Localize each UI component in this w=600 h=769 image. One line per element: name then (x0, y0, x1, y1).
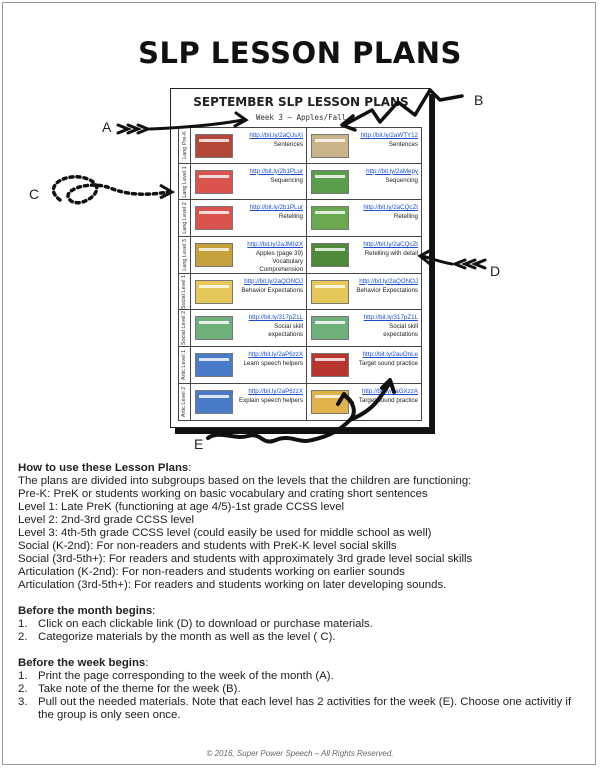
activity-description: Behavior Expectations (241, 286, 303, 294)
level-description: Level 3: 4th-5th grade CCSS level (could easily be used for middle school as well) (18, 527, 432, 539)
step-number: 2. (18, 683, 28, 695)
arrow-a (118, 113, 246, 133)
activity-description: Retelling (393, 213, 418, 221)
activity-link[interactable]: http://bit.ly/2b1PLur (249, 204, 303, 212)
row-level-text: Lang Level 1 (181, 165, 188, 198)
activity-description: Sequencing (385, 176, 418, 184)
activity-description: Learn speech helpers (243, 360, 303, 368)
annotation-e: E (194, 436, 204, 452)
row-level-text: Lang Pre-K (181, 131, 188, 160)
arrow-c (53, 177, 168, 203)
step-text: Take note of the theme for the week (B). (38, 683, 241, 695)
before-month-colon: : (152, 605, 156, 617)
step-item (18, 683, 588, 696)
activity-link[interactable]: http://bit.ly/2aP6zzX (248, 387, 303, 395)
level-description: Pre-K: PreK or students working on basic vocabulary and crating short sentences (18, 488, 428, 500)
activity-link[interactable]: http://bit.ly/2aJMbzX (247, 241, 303, 249)
activity-link[interactable]: http://bit.ly/317pZ1L (248, 314, 303, 322)
step-number: 3. (18, 696, 28, 708)
activity-description: Sentences (388, 141, 418, 148)
before-month-list (18, 618, 588, 644)
step-item (18, 618, 588, 631)
activity-link[interactable]: http://bit.ly/2aMepy (366, 167, 418, 175)
row-level-text: Lang Level 2 (181, 202, 188, 234)
activity-description: Target sound practice (358, 360, 418, 368)
step-number: 1. (18, 618, 28, 630)
activity-link[interactable]: http://bit.ly/2aWTY12 (360, 132, 418, 139)
row-level-text: Artic Level 2 (181, 386, 188, 417)
step-number: 1. (18, 670, 28, 682)
step-text: Print the page corresponding to the week of the month (A). (38, 670, 334, 682)
activity-description: Sequencing (270, 176, 303, 184)
row-level-text: Social Level 1 (181, 274, 188, 309)
level-description: Social (K-2nd): For non-readers and students with PreK-K level social skills (18, 540, 397, 552)
activity-description: Target sound practice (358, 396, 418, 404)
activity-description: Apples (page 39) Vocabulary Comprehension (255, 250, 303, 274)
activity-description: Explain speech helpers (239, 396, 303, 404)
page-title: SLP LESSON PLANS (138, 36, 462, 70)
activity-link[interactable]: http://bit.ly/2aQONOJ (359, 277, 418, 285)
activity-link[interactable]: http://bit.ly/2aCQcZt (363, 241, 418, 249)
step-number: 2. (18, 631, 28, 643)
level-description: Level 2: 2nd-3rd grade CCSS level (18, 514, 195, 526)
activity-link[interactable]: http://bit.ly/2aQJsXI (249, 132, 303, 139)
copyright-footer: © 2016, Super Power Speech – All Rights Reserved. (206, 749, 394, 758)
sheet-week-theme: Week 3 – Apples/Fall (255, 113, 347, 122)
activity-link[interactable]: http://bit.ly/2b1PLur (249, 167, 303, 175)
arrow-b (342, 90, 462, 130)
activity-description: Behavior Expectations (356, 286, 418, 294)
level-description: Articulation (K-2nd): For non-readers and students working on earlier sounds (18, 566, 405, 578)
arrow-e (208, 380, 394, 442)
activity-description: Social skill expectations (268, 323, 303, 339)
level-description: Social (3rd-5th+): For readers and students with approximately 3rd grade level social skills (18, 553, 473, 565)
annotation-c: C (29, 186, 40, 202)
before-week-colon: : (145, 657, 149, 669)
step-text: Pull out the needed materials. Note that each level has 2 activities for the week (E). Choose one activitiy if the group is only seen once. (38, 696, 572, 721)
activity-description: Retelling (278, 213, 303, 221)
annotation-d: D (490, 263, 501, 279)
activity-link[interactable]: http://bit.ly/2aGXzzA (361, 387, 418, 395)
activity-link[interactable]: http://bit.ly/2aP6zzX (248, 351, 303, 359)
activity-link[interactable]: http://bit.ly/317pZ1L (363, 314, 418, 322)
sheet-title: SEPTEMBER SLP LESSON PLANS (193, 95, 409, 109)
instructions-intro: The plans are divided into subgroups based on the levels that the children are functioning: (18, 475, 472, 487)
row-level-text: Social Level 2 (181, 311, 188, 346)
how-to-heading: How to use these Lesson Plans (18, 462, 189, 474)
before-week-heading: Before the week begins (18, 657, 146, 669)
step-item (18, 670, 588, 683)
row-level-text: Lang Level 3 (181, 239, 188, 271)
how-to-heading-colon: : (188, 462, 192, 474)
row-level-text: Artic Level 1 (181, 349, 188, 381)
activity-description: Retelling with detail (364, 250, 418, 258)
step-text: Categorize materials by the month as well as the level ( C). (38, 631, 336, 643)
activity-link[interactable]: http://bit.ly/2aQONOJ (244, 277, 303, 285)
step-text: Click on each clickable link (D) to download or purchase materials. (38, 618, 373, 630)
level-description: Articulation (3rd-5th+): For readers and students working on later developing sounds. (18, 579, 447, 591)
before-month-heading: Before the month begins (18, 605, 153, 617)
level-list (18, 488, 588, 592)
arrow-d (420, 250, 485, 268)
level-description: Level 1: Late PreK (functioning at age 4/5)-1st grade CCSS level (18, 501, 345, 513)
before-week-list (18, 670, 588, 722)
activity-description: Social skill expectations (383, 323, 418, 339)
activity-link[interactable]: http://bit.ly/2auOnLe (362, 351, 418, 359)
step-item (18, 631, 588, 644)
annotation-a: A (102, 119, 112, 135)
activity-link[interactable]: http://bit.ly/2aCQcZt (363, 204, 418, 212)
annotation-b: B (474, 92, 484, 108)
step-item (18, 696, 588, 722)
instructions-text (18, 462, 588, 722)
activity-description: Sentences (273, 141, 303, 148)
